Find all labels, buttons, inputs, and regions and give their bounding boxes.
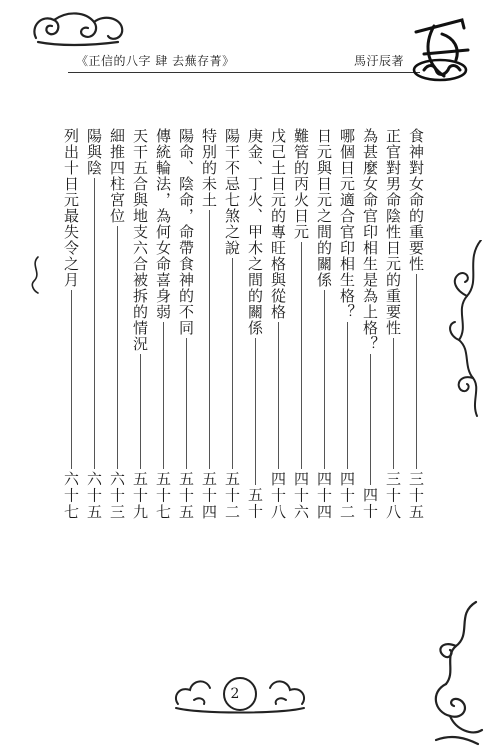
toc-entry bbox=[131, 128, 149, 520]
dot-leader bbox=[301, 242, 302, 469]
toc-entry-title: 天干五合與地支六合被拆的情況 bbox=[131, 128, 149, 352]
dot-leader bbox=[71, 290, 72, 469]
toc-entry-page: 四十八 bbox=[269, 470, 287, 520]
toc-entry-page: 四十 bbox=[361, 487, 379, 520]
toc-entry-title: 列出十日元最失令之月 bbox=[62, 128, 80, 288]
toc-entry bbox=[246, 128, 264, 520]
toc-entry-page: 五十四 bbox=[200, 470, 218, 520]
dot-leader bbox=[232, 258, 233, 469]
dot-leader bbox=[324, 290, 325, 469]
toc-entry bbox=[361, 128, 379, 520]
toc-entry bbox=[223, 128, 241, 520]
toc-entry-page: 五十七 bbox=[154, 470, 172, 520]
toc-entry-page: 五十 bbox=[246, 487, 264, 520]
toc-entry bbox=[85, 128, 103, 520]
toc-entry-page: 六十五 bbox=[85, 470, 103, 520]
dot-leader bbox=[370, 354, 371, 485]
dot-leader bbox=[117, 226, 118, 469]
toc-entry bbox=[315, 128, 333, 520]
toc-entry bbox=[200, 128, 218, 520]
toc-entry-title: 食神對女命的重要性 bbox=[407, 128, 425, 272]
page-number: 2 bbox=[230, 686, 240, 702]
toc-entry bbox=[292, 128, 310, 520]
toc-entry-title: 陽與陰 bbox=[85, 128, 103, 176]
toc-entry-page: 四十六 bbox=[292, 470, 310, 520]
toc-entry bbox=[108, 128, 126, 520]
dot-leader bbox=[163, 322, 164, 469]
toc-entry bbox=[62, 128, 80, 520]
toc-entry-title: 特別的未土 bbox=[200, 128, 218, 208]
toc-entry-title: 庚金、丁火、甲木之間的關係 bbox=[246, 128, 264, 336]
toc-entry-title: 難管的丙火日元 bbox=[292, 128, 310, 240]
dot-leader bbox=[416, 274, 417, 469]
book-title: 《正信的八字 肆 去蕪存菁》 bbox=[76, 54, 235, 68]
toc-entry-page: 五十五 bbox=[177, 470, 195, 520]
toc-entry-page: 五十九 bbox=[131, 470, 149, 520]
dot-leader bbox=[209, 210, 210, 469]
toc-entry bbox=[384, 128, 402, 520]
toc-entry-page: 四十四 bbox=[315, 470, 333, 520]
author-name: 馬汙辰著 bbox=[354, 54, 405, 68]
dot-leader bbox=[255, 338, 256, 485]
toc-entry-title: 日元與日元之間的關係 bbox=[315, 128, 333, 288]
dot-leader bbox=[393, 338, 394, 469]
toc-entry-title: 為甚麼女命官印相生是為上格？ bbox=[361, 128, 379, 352]
toc-entry-title: 傳統輪法，為何女命喜身弱 bbox=[154, 128, 172, 320]
toc-entry bbox=[177, 128, 195, 520]
toc-entry bbox=[269, 128, 287, 520]
toc-entry-title: 陽干不忌七煞之說 bbox=[223, 128, 241, 256]
toc-entry-page: 三十五 bbox=[407, 470, 425, 520]
toc-entry-title: 哪個日元適合官印相生格？ bbox=[338, 128, 356, 320]
toc-entry-title: 細推四柱宮位 bbox=[108, 128, 126, 224]
dot-leader bbox=[140, 354, 141, 469]
toc-entry-title: 正官對男命陰性日元的重要性 bbox=[384, 128, 402, 336]
dot-leader bbox=[347, 322, 348, 469]
dot-leader bbox=[94, 178, 95, 469]
dot-leader bbox=[278, 322, 279, 469]
toc-entry-page: 四十二 bbox=[338, 470, 356, 520]
toc-entry-page: 六十七 bbox=[62, 470, 80, 520]
dot-leader bbox=[186, 338, 187, 469]
toc-entry-page: 五十二 bbox=[223, 470, 241, 520]
toc-entry bbox=[338, 128, 356, 520]
toc-entry-title: 陽命、陰命，命帶食神的不同 bbox=[177, 128, 195, 336]
toc-entry-page: 三十八 bbox=[384, 470, 402, 520]
toc-entry-page: 六十三 bbox=[108, 470, 126, 520]
toc-entry bbox=[154, 128, 172, 520]
toc-entry bbox=[407, 128, 425, 520]
toc-entry-title: 戊己土日元的專旺格與從格 bbox=[269, 128, 287, 320]
